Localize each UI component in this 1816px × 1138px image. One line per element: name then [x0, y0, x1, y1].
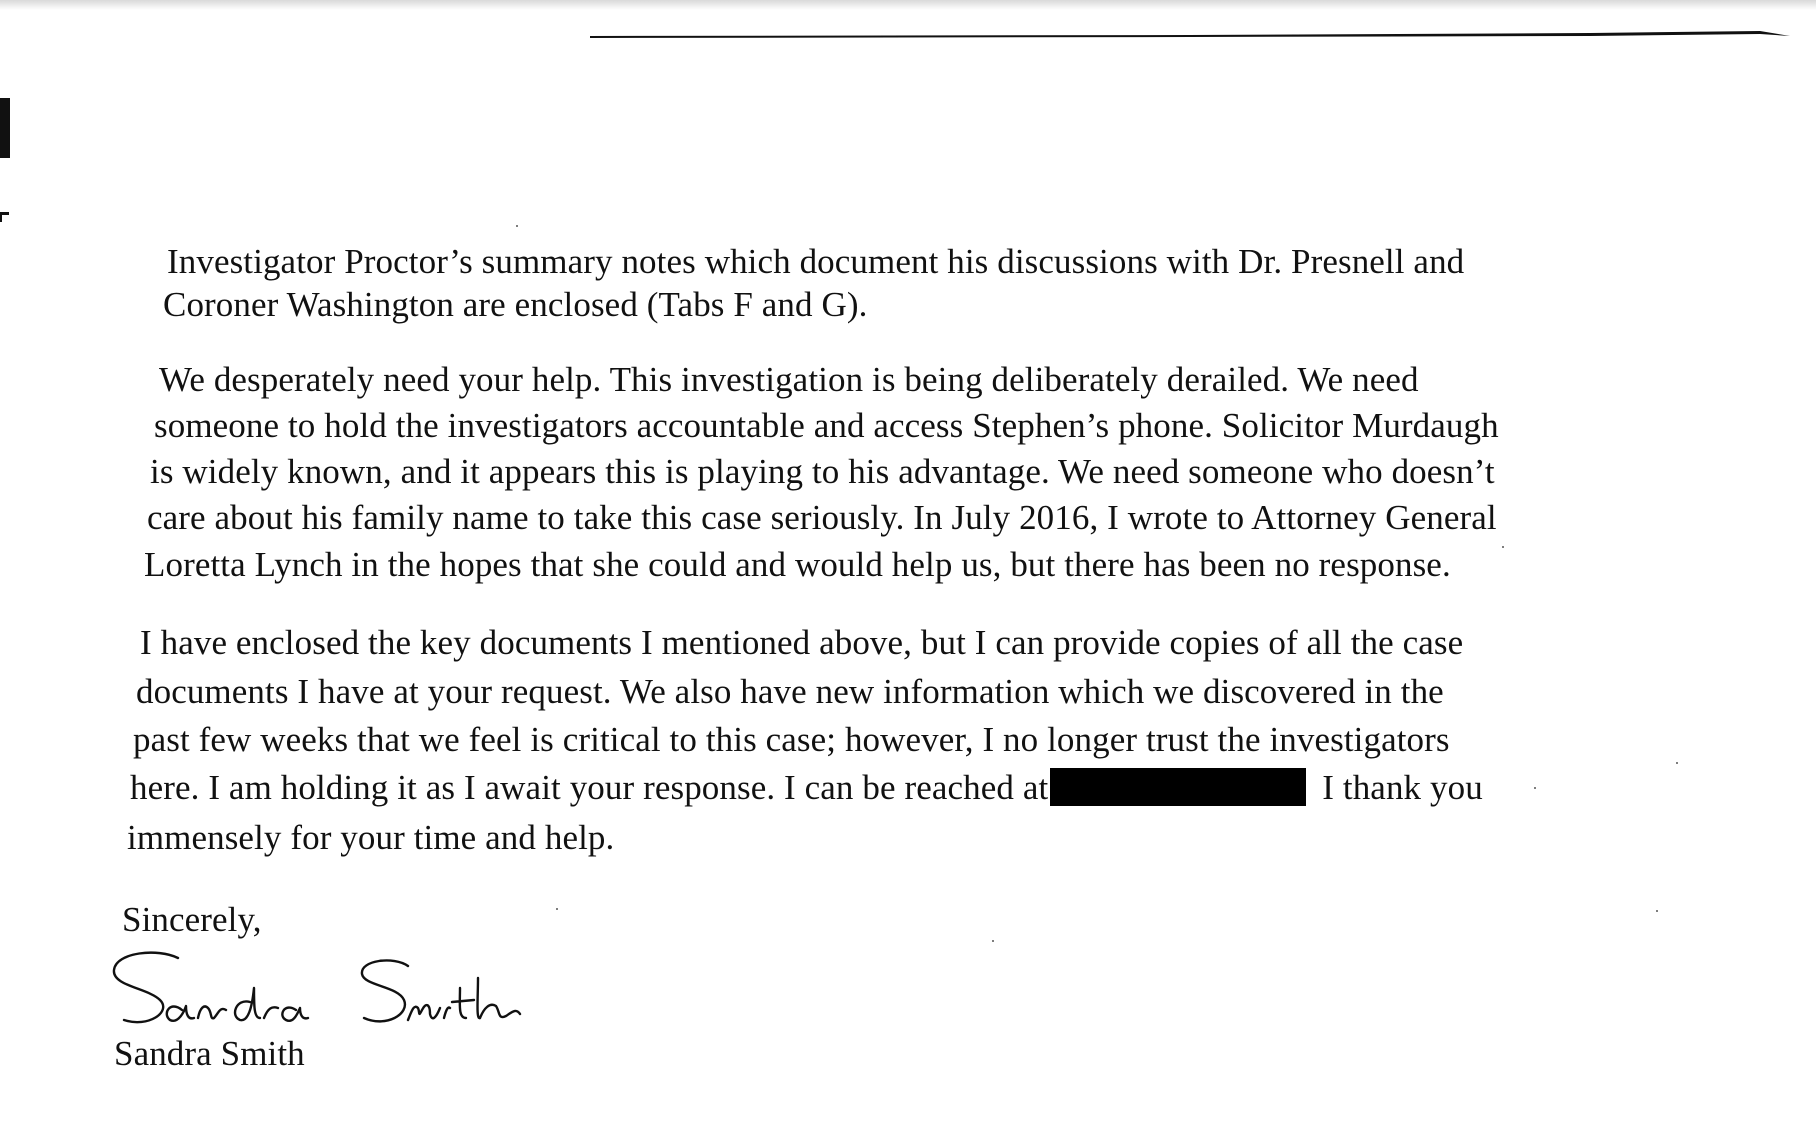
paragraph-2-line-3: is widely known, and it appears this is playing to his advantage. We need someone who doesn’t [150, 452, 1495, 491]
paragraph-3-line-1: I have enclosed the key documents I mentioned above, but I can provide copies of all the case [140, 623, 1464, 662]
signer-name: Sandra Smith [114, 1034, 305, 1073]
paragraph-3-line-5: immensely for your time and help. [127, 818, 615, 857]
scan-artifact-line [590, 28, 1790, 40]
paragraph-2-line-5: Loretta Lynch in the hopes that she could and would help us, but there has been no response. [144, 545, 1451, 584]
redaction-block [1050, 768, 1306, 806]
scan-top-edge [0, 0, 1816, 10]
scan-margin-mark [0, 98, 10, 158]
handwritten-signature [108, 948, 568, 1038]
paragraph-3-line-3: past few weeks that we feel is critical to this case; however, I no longer trust the investigators [133, 720, 1450, 759]
scan-speck [516, 225, 518, 227]
scan-speck [556, 908, 558, 910]
paragraph-3-line-4-text-end: I thank you [1322, 768, 1483, 807]
paragraph-1-line-2: Coroner Washington are enclosed (Tabs F and G). [163, 285, 868, 324]
paragraph-1-line-1: Investigator Proctor’s summary notes which document his discussions with Dr. Presnell and [167, 242, 1465, 281]
scan-speck [1534, 787, 1536, 789]
scan-speck [1676, 762, 1678, 764]
scan-speck [1656, 910, 1658, 912]
paragraph-2-line-2: someone to hold the investigators accountable and access Stephen’s phone. Solicitor Murdaugh [154, 406, 1499, 445]
paragraph-3-line-4 [130, 768, 1483, 808]
paragraph-2-line-4: care about his family name to take this case seriously. In July 2016, I wrote to Attorney General [147, 498, 1497, 537]
scan-margin-tick [0, 212, 9, 215]
closing-salutation: Sincerely, [122, 900, 262, 939]
scan-speck [992, 940, 994, 942]
scan-speck [1502, 546, 1504, 548]
paragraph-3-line-4-text-start: here. I am holding it as I await your response. I can be reached at [130, 768, 1049, 807]
paragraph-3-line-2: documents I have at your request. We also have new information which we discovered in the [136, 672, 1444, 711]
paragraph-2-line-1: We desperately need your help. This investigation is being deliberately derailed. We need [159, 360, 1419, 399]
